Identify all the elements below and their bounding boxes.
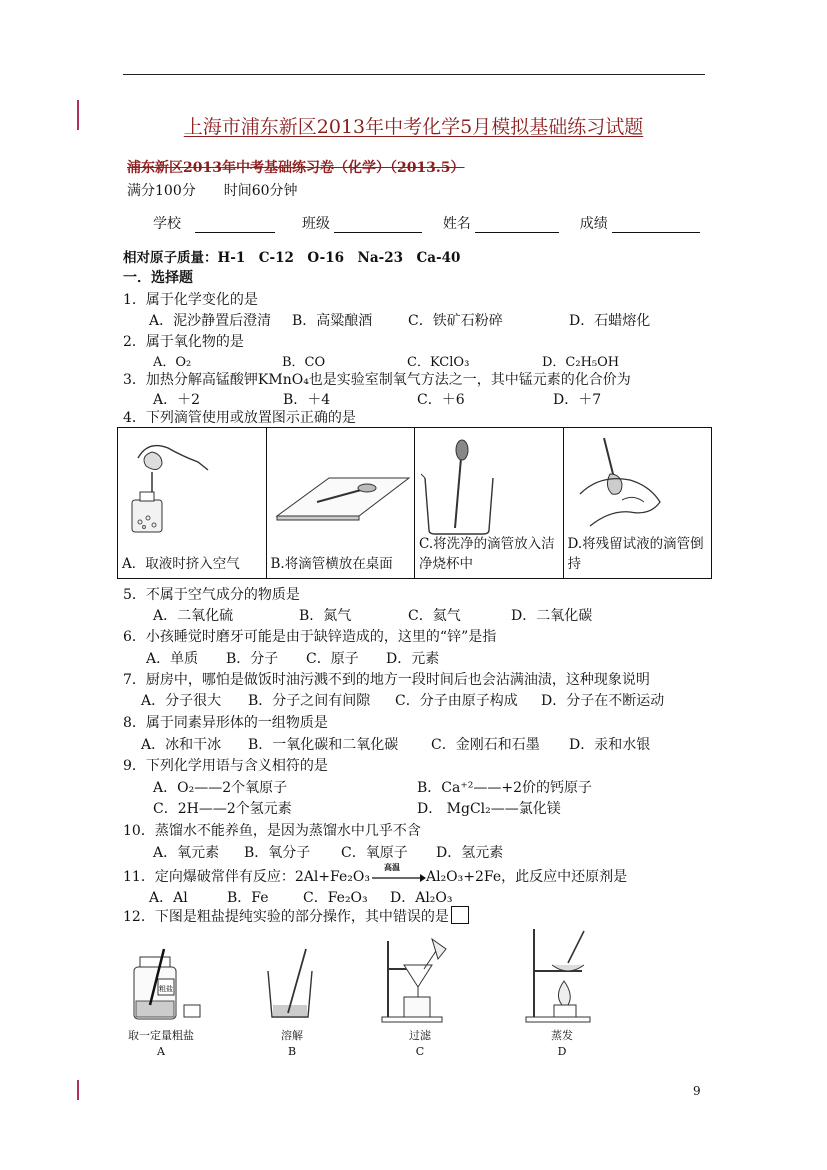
option: D．氢元素 — [436, 845, 504, 861]
figure-caption: B.将滴管横放在桌面 — [270, 556, 393, 572]
option: A．O₂——2个氧原子 — [153, 780, 288, 796]
option: B．Fe — [227, 890, 269, 906]
option: A．冰和干冰 — [141, 737, 222, 753]
option: B．一氧化碳和二氧化碳 — [248, 737, 399, 753]
evaporation-apparatus-icon — [522, 925, 606, 1025]
option: A．Al — [149, 890, 188, 906]
class-label: 班级 — [301, 216, 330, 232]
option: B．氧分子 — [244, 845, 311, 861]
salt-jar-icon — [128, 945, 208, 1023]
question-stem — [123, 906, 469, 926]
header-rule — [123, 74, 705, 75]
grade-label: 成绩 — [579, 216, 608, 232]
q12-stem-text: 12．下图是粗盐提纯实验的部分操作，其中错误的是 — [123, 909, 449, 925]
dissolve-beaker-icon — [262, 945, 322, 1023]
figure-letter: D — [557, 1045, 567, 1058]
equation-left: 11．定向爆破常伴有反应：2Al+Fe₂O₃ — [123, 869, 370, 885]
option: B．氮气 — [299, 608, 352, 624]
q4-figure-grid — [117, 427, 712, 579]
option: B．＋4 — [283, 392, 331, 408]
name-label: 姓名 — [442, 216, 471, 232]
question-stem: 3．加热分解高锰酸钾KMnO₄也是实验室制氧气方法之一，其中锰元素的化合价为 — [123, 372, 631, 388]
option: C．KClO₃ — [407, 355, 470, 370]
question-stem: 4．下列滴管使用或放置图示正确的是 — [123, 410, 356, 426]
option: B．高粱酿酒 — [292, 313, 373, 329]
q4-figure-d — [564, 428, 712, 578]
figure-caption: C.将洗净的滴管放入洁净烧杯中 — [419, 536, 555, 572]
school-label: 学校 — [153, 216, 181, 232]
grade-blank[interactable] — [612, 218, 700, 233]
question-stem: 8．属于同素异形体的一组物质是 — [123, 715, 328, 731]
option: D．C₂H₅OH — [542, 355, 620, 370]
option: C．金刚石和石墨 — [431, 737, 540, 753]
option: A．氧元素 — [153, 845, 220, 861]
option: D． MgCl₂——氯化镁 — [417, 801, 561, 817]
option: A．O₂ — [153, 355, 192, 370]
figure-label: 取一定量粗盐 — [128, 1029, 194, 1042]
section-heading: 一．选择题 — [123, 270, 193, 286]
option: C．＋6 — [417, 392, 465, 408]
question-stem: 6．小孩睡觉时磨牙可能是由于缺锌造成的，这里的“锌”是指 — [123, 629, 497, 645]
dropper-in-beaker-icon — [415, 428, 563, 538]
name-blank[interactable] — [475, 218, 559, 233]
figure-letter: C — [415, 1045, 425, 1058]
question-stem: 10．蒸馏水不能养鱼，是因为蒸馏水中几乎不含 — [123, 823, 421, 839]
figure-letter: A — [157, 1045, 165, 1058]
figure-caption: D.将残留试液的滴管倒持 — [567, 536, 704, 572]
option: B．Ca⁺²——+2价的钙原子 — [417, 780, 592, 796]
margin-bar — [77, 1080, 79, 1100]
figure-label: 溶解 — [281, 1029, 303, 1042]
class-blank[interactable] — [334, 218, 422, 233]
option: D．元素 — [386, 651, 440, 667]
option: A．＋2 — [153, 392, 201, 408]
question-stem: 1．属于化学变化的是 — [123, 292, 258, 308]
inverted-dropper-hand-icon — [564, 428, 712, 538]
option: D．二氧化碳 — [511, 608, 593, 624]
question-stem: 9．下列化学用语与含义相符的是 — [123, 758, 328, 774]
figure-label: 过滤 — [409, 1029, 431, 1042]
option: D．Al₂O₃ — [390, 890, 453, 906]
document-subtitle: 浦东新区2013年中考基础练习卷（化学）（2013.5） — [127, 160, 465, 176]
page-number: 9 — [693, 1084, 701, 1098]
option: C．原子 — [306, 651, 359, 667]
dropper-on-table-icon — [267, 428, 415, 538]
document-title: 上海市浦东新区2013年中考化学5月模拟基础练习试题 — [183, 116, 644, 138]
q4-figure-c — [415, 428, 564, 578]
school-blank[interactable] — [195, 218, 275, 233]
answer-box[interactable] — [451, 906, 469, 924]
option: D．石蜡熔化 — [569, 313, 651, 329]
reaction-arrow-icon — [370, 862, 426, 883]
option: C．铁矿石粉碎 — [408, 313, 503, 329]
question-stem: 5．不属于空气成分的物质是 — [123, 587, 300, 603]
option: B．分子 — [226, 651, 279, 667]
equation-right: Al₂O₃+2Fe，此反应中还原剂是 — [425, 869, 628, 885]
option: D．汞和水银 — [569, 737, 651, 753]
jar-label: 粗盐 — [159, 985, 173, 993]
option: C．氦气 — [408, 608, 461, 624]
score-time: 满分100分 时间60分钟 — [127, 183, 298, 199]
filtration-apparatus-icon — [380, 935, 460, 1025]
atomic-mass: 相对原子质量：H-1 C-12 O-16 Na-23 Ca-40 — [123, 250, 461, 266]
option: A．泥沙静置后澄清 — [149, 313, 272, 329]
figure-label: 蒸发 — [551, 1029, 573, 1042]
option: A．单质 — [146, 651, 199, 667]
option: B．CO — [282, 355, 326, 370]
option: D．＋7 — [553, 392, 602, 408]
info-fields — [153, 213, 700, 233]
hand-dropper-bottle-icon — [118, 428, 266, 538]
figure-letter: B — [287, 1045, 297, 1058]
arrow-condition: 高温 — [383, 862, 400, 872]
option: C．分子由原子构成 — [395, 693, 518, 709]
q4-figure-b — [267, 428, 416, 578]
option: A．二氧化硫 — [153, 608, 234, 624]
option: C．氧原子 — [341, 845, 408, 861]
option: D．分子在不断运动 — [541, 693, 665, 709]
option: C．Fe₂O₃ — [303, 890, 368, 906]
option: B．分子之间有间隙 — [248, 693, 371, 709]
q4-figure-a — [118, 428, 267, 578]
question-stem: 2．属于氧化物的是 — [123, 334, 244, 350]
question-stem — [123, 862, 628, 886]
figure-caption: A．取液时挤入空气 — [122, 556, 240, 572]
question-stem: 7．厨房中，哪怕是做饭时油污溅不到的地方一段时间后也会沾满油渍，这种现象说明 — [123, 672, 650, 688]
option: C．2H——2个氢元素 — [153, 801, 292, 817]
option: A．分子很大 — [141, 693, 222, 709]
